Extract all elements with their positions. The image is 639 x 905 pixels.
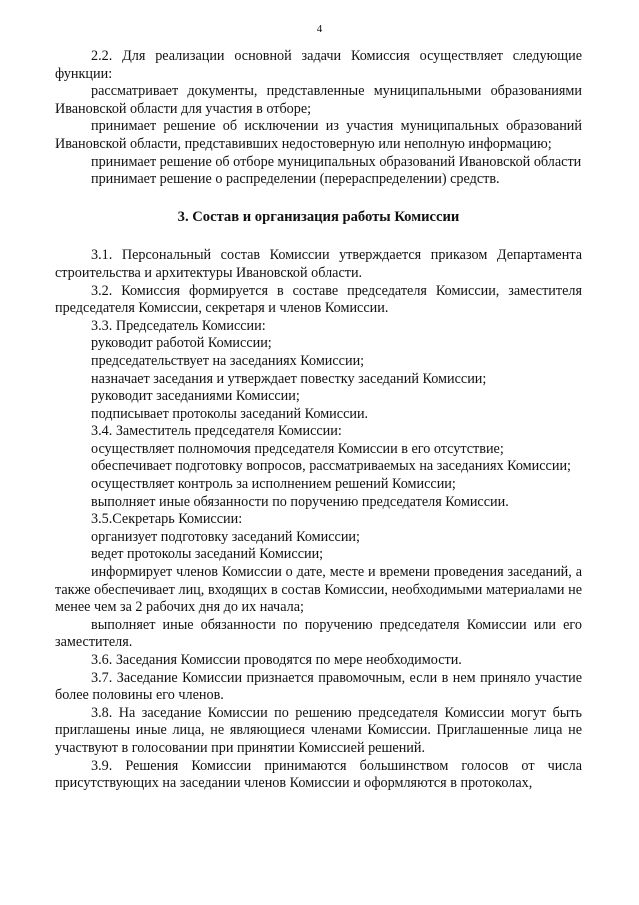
paragraph-3-8: 3.8. На заседание Комиссии по решению председателя Комиссии могут быть приглашены иные лица, не являющиеся членами Комиссии. Приглашенные лица не участвуют в голосовании при принятии Комиссией решений. (55, 704, 582, 756)
document-body (55, 48, 582, 793)
paragraph-3-3: 3.3. Председатель Комиссии: (91, 317, 266, 334)
paragraph-3-2: 3.2. Комиссия формируется в составе председателя Комиссии, заместителя председателя Комиссии, секретаря и членов Комиссии. (55, 282, 582, 317)
chairman-duty-item: подписывает протоколы заседаний Комиссии. (91, 405, 369, 422)
secretary-duty-item: ведет протоколы заседаний Комиссии; (91, 546, 324, 563)
chairman-duty-item: назначает заседания и утверждает повестку заседаний Комиссии; (91, 370, 487, 387)
secretary-duty-item: организует подготовку заседаний Комиссии; (91, 528, 360, 545)
paragraph-3-5: 3.5.Секретарь Комиссии: (91, 511, 243, 528)
secretary-duty-item: выполняет иные обязанности по поручению председателя Комиссии или его заместителя. (55, 616, 582, 651)
paragraph-2-2: 2.2. Для реализации основной задачи Комиссия осуществляет следующие функции: (55, 48, 582, 82)
paragraph-3-6: 3.6. Заседания Комиссии проводятся по мере необходимости. (91, 652, 462, 668)
deputy-duty-item: обеспечивает подготовку вопросов, рассматриваемых на заседаниях Комиссии; (91, 458, 571, 475)
deputy-duty-item: осуществляет контроль за исполнением решений Комиссии; (91, 476, 456, 493)
paragraph-3-1: 3.1. Персональный состав Комиссии утверждается приказом Департамента строительства и архитектуры Ивановской области. (55, 247, 582, 281)
function-item-distribution-decision: принимает решение о распределении (перераспределении) средств. (91, 171, 500, 188)
deputy-duty-item: осуществляет полномочия председателя Комиссии в его отсутствие; (91, 440, 504, 457)
chairman-duty-item: председательствует на заседаниях Комиссии; (91, 352, 365, 369)
chairman-duty-item: руководит работой Комиссии; (91, 335, 272, 352)
deputy-duty-item: выполняет иные обязанности по поручению председателя Комиссии. (91, 493, 509, 510)
function-item-exclusion-decision: принимает решение об исключении из участия муниципальных образований Ивановской области, представивших недостоверную или неполную информацию; (55, 118, 582, 152)
paragraph-3-4: 3.4. Заместитель председателя Комиссии: (91, 423, 342, 440)
function-item-review-documents: рассматривает документы, представленные муниципальными образованиями Ивановской области для участия в отборе; (55, 83, 582, 117)
secretary-duty-item: информирует членов Комиссии о дате, месте и времени проведения заседаний, а также обеспечивает лиц, входящих в состав Комиссии, необходимыми материалами не менее чем за 2 рабочих дня до их начала; (55, 564, 582, 616)
section-3-heading: 3. Состав и организация работы Комиссии (177, 208, 460, 225)
page-number: 4 (316, 23, 323, 35)
paragraph-3-9: 3.9. Решения Комиссии принимаются большинством голосов от числа присутствующих на заседании членов Комиссии и оформляются в протоколах, (55, 757, 582, 792)
chairman-duty-item: руководит заседаниями Комиссии; (91, 388, 300, 405)
function-item-selection-decision: принимает решение об отборе муниципальных образований Ивановской области (91, 153, 582, 170)
paragraph-3-7: 3.7. Заседание Комиссии признается правомочным, если в нем приняло участие более половины его членов. (55, 669, 582, 704)
